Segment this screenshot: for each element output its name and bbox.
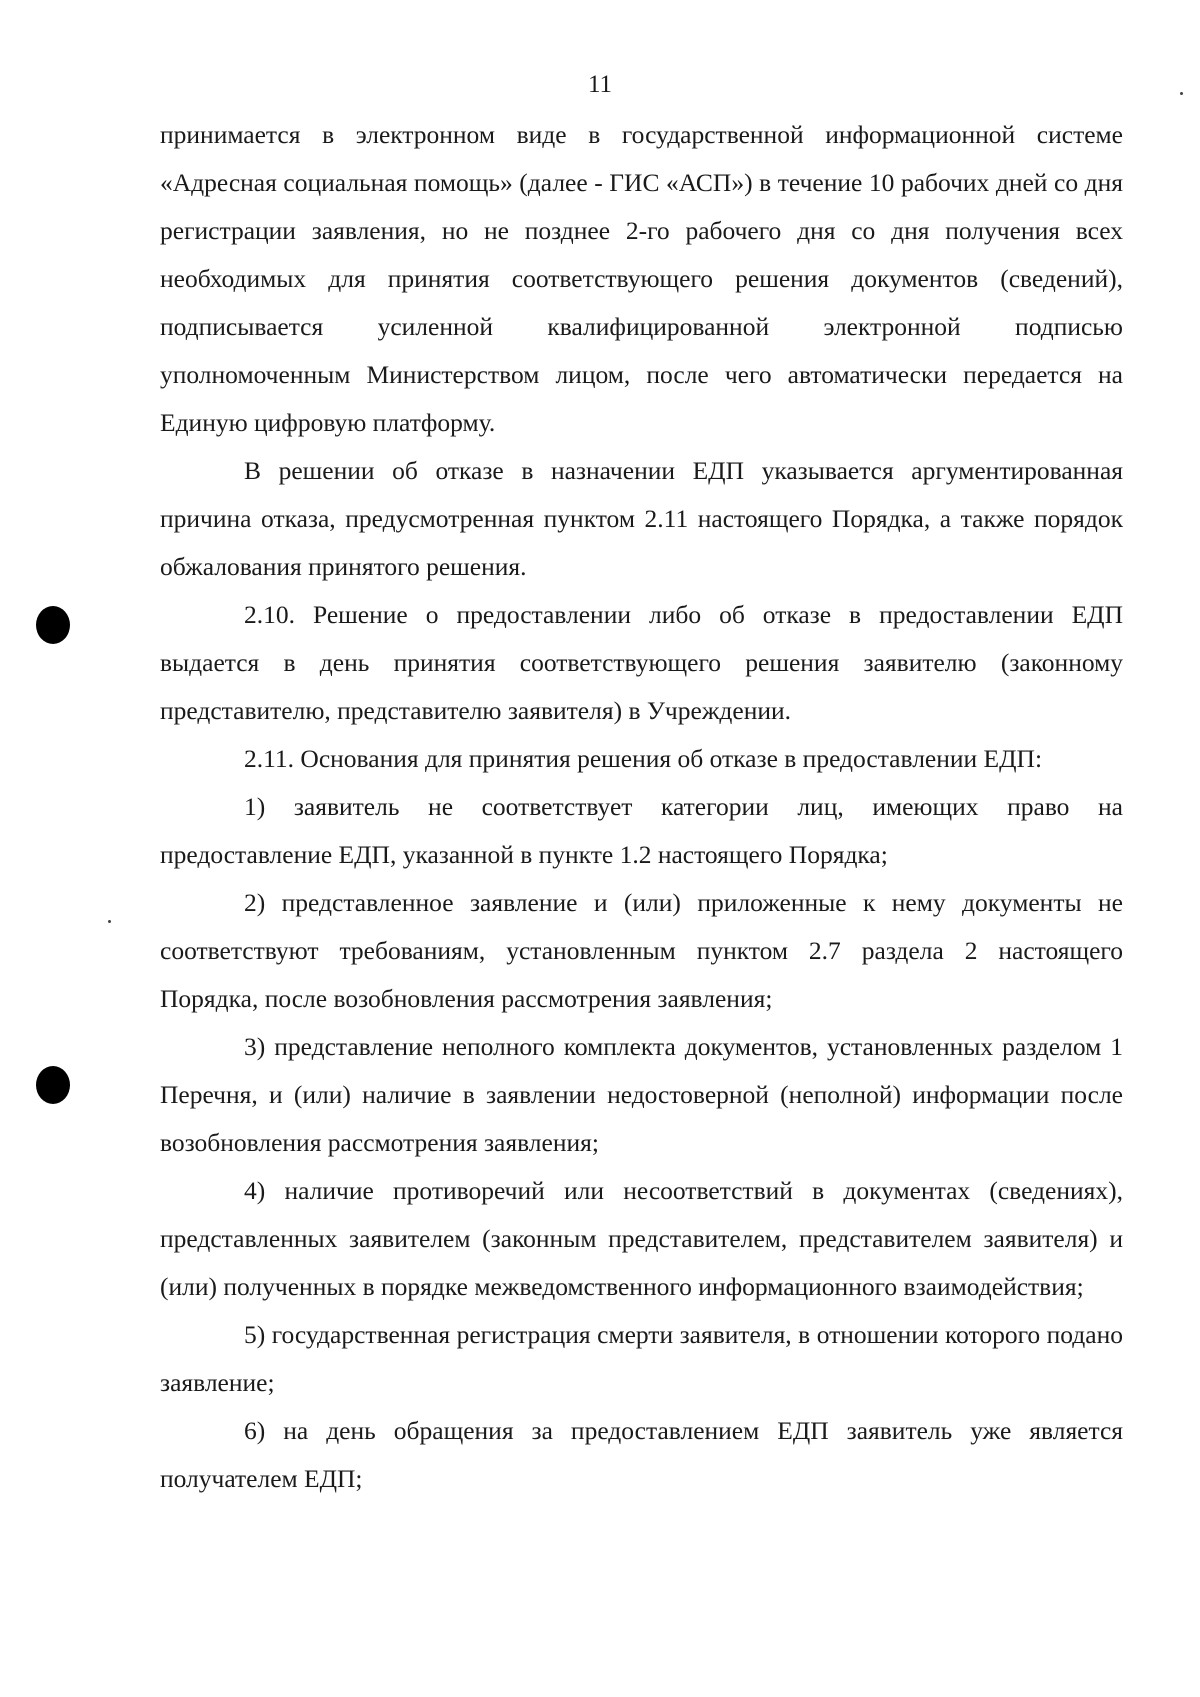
list-item-3: 3) представление неполного комплекта документов, установленных разделом 1 Перечня, и (или) наличие в заявлении недостоверной (неполной) информации после возобновления рассмотрения заявления; bbox=[160, 1032, 1123, 1157]
scan-speck bbox=[108, 920, 111, 923]
list-item-5: 5) государственная регистрация смерти заявителя, в отношении которого подано заявление; bbox=[160, 1320, 1123, 1397]
punch-hole-top bbox=[36, 606, 70, 644]
scan-speck bbox=[1180, 92, 1183, 95]
list-item-4: 4) наличие противоречий или несоответствий в документах (сведениях), представленных заявителем (законным представителем, представителем заявителя) и (или) полученных в порядке межведомственного информационного взаимодействия; bbox=[160, 1176, 1123, 1301]
paragraph-2-11: 2.11. Основания для принятия решения об отказе в предоставлении ЕДП: bbox=[244, 744, 1043, 773]
paragraph-continuation: принимается в электронном виде в государственной информационной системе «Адресная социальная помощь» (далее - ГИС «АСП») в течение 10 рабочих дней со дня регистрации заявления, но не позднее 2-го рабочего дня со дня получения всех необходимых для принятия соответствующего решения документов (сведений), подписывается усиленной квалифицированной электронной подписью уполномоченным Министерством лицом, после чего автоматически передается на Единую цифровую платформу. bbox=[160, 120, 1123, 437]
page-number: 11 bbox=[587, 71, 613, 98]
list-item-2: 2) представленное заявление и (или) приложенные к нему документы не соответствуют требованиям, установленным пунктом 2.7 раздела 2 настоящего Порядка, после возобновления рассмотрения заявления; bbox=[160, 888, 1123, 1013]
paragraph-refusal-reason: В решении об отказе в назначении ЕДП указывается аргументированная причина отказа, предусмотренная пунктом 2.11 настоящего Порядка, а также порядок обжалования принятого решения. bbox=[160, 456, 1123, 581]
list-item-6: 6) на день обращения за предоставлением ЕДП заявитель уже является получателем ЕДП; bbox=[160, 1416, 1123, 1493]
list-item-1: 1) заявитель не соответствует категории лиц, имеющих право на предоставление ЕДП, указанной в пункте 1.2 настоящего Порядка; bbox=[160, 792, 1123, 869]
punch-hole-bottom bbox=[36, 1066, 70, 1104]
document-body bbox=[160, 111, 1123, 1503]
paragraph-2-10: 2.10. Решение о предоставлении либо об отказе в предоставлении ЕДП выдается в день принятия соответствующего решения заявителю (законному представителю, представителю заявителя) в Учреждении. bbox=[160, 600, 1123, 725]
